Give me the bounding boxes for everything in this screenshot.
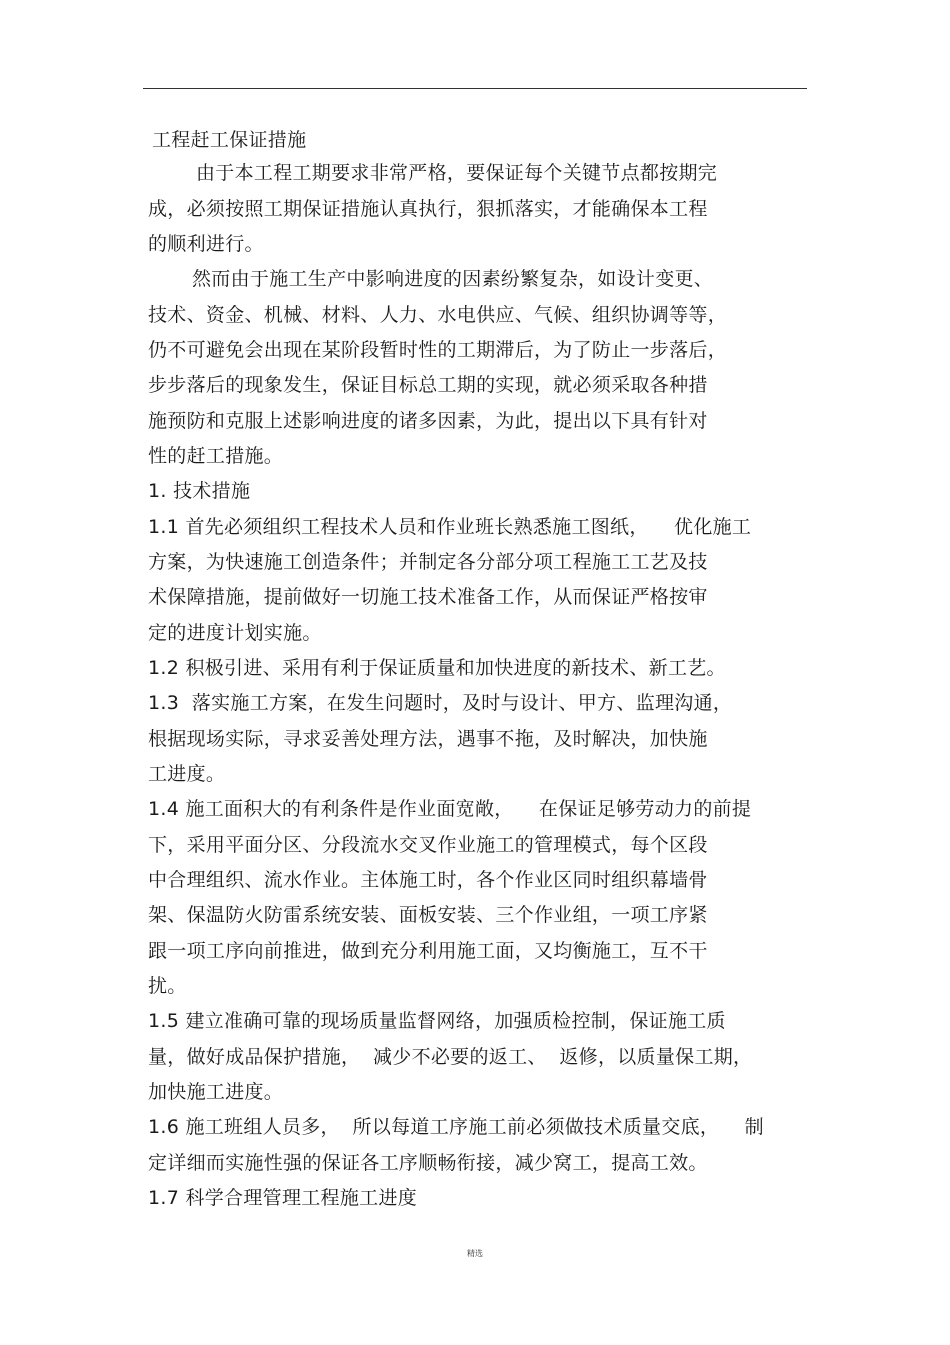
text-line: 的顺利进行。 [148, 233, 264, 255]
text-line: 1.2 积极引进、采用有利于保证质量和加快进度的新技术、新工艺。 [148, 657, 726, 679]
text-line: 定详细而实施性强的保证各工序顺畅衔接，减少窝工，提高工效。 [148, 1152, 708, 1174]
text-line: 术保障措施，提前做好一切施工技术准备工作，从而保证严格按审 [148, 586, 708, 608]
text-line: 1.5 建立准确可靠的现场质量监督网络，加强质检控制，保证施工质 [148, 1010, 726, 1032]
text-line: 性的赶工措施。 [148, 445, 284, 467]
document-title: 工程赶工保证措施 [152, 129, 307, 151]
text-line: 施预防和克服上述影响进度的诸多因素，为此，提出以下具有针对 [148, 410, 708, 432]
text-line: 由于本工程工期要求非常严格，要保证每个关键节点都按期完 [196, 162, 718, 184]
text-line: 架、保温防火防雷系统安装、面板安装、三个作业组，一项工序紧 [148, 904, 708, 926]
text-line: 1.3 落实施工方案，在发生问题时，及时与设计、甲方、监理沟通， [148, 692, 733, 714]
text-line: 中合理组织、流水作业。主体施工时，各个作业区同时组织幕墙骨 [148, 869, 708, 891]
text-line: 跟一项工序向前推进，做到充分利用施工面，又均衡施工，互不干 [148, 940, 708, 962]
text-line: 扰。 [148, 975, 187, 997]
text-line: 定的进度计划实施。 [148, 622, 322, 644]
section-heading: 1. 技术措施 [148, 480, 251, 502]
text-line: 工进度。 [148, 763, 226, 785]
text-line: 方案，为快速施工创造条件；并制定各分部分项工程施工工艺及技 [148, 551, 708, 573]
text-line: 1.6 施工班组人员多， 所以每道工序施工前必须做技术质量交底， 制 [148, 1116, 764, 1138]
header-rule [143, 88, 807, 89]
page-footer: 精选 [467, 1249, 483, 1258]
text-line: 1.4 施工面积大的有利条件是作业面宽敞， 在保证足够劳动力的前提 [148, 798, 752, 820]
text-line: 技术、资金、机械、材料、人力、水电供应、气候、组织协调等等， [148, 304, 728, 326]
text-line: 1.7 科学合理管理工程施工进度 [148, 1187, 418, 1209]
text-line: 成，必须按照工期保证措施认真执行，狠抓落实，才能确保本工程 [148, 198, 708, 220]
text-line: 然而由于施工生产中影响进度的因素纷繁复杂，如设计变更、 [192, 268, 714, 290]
text-line: 1.1 首先必须组织工程技术人员和作业班长熟悉施工图纸， 优化施工 [148, 516, 752, 538]
text-line: 量，做好成品保护措施， 减少不必要的返工、 返修，以质量保工期， [148, 1046, 753, 1068]
text-line: 加快施工进度。 [148, 1081, 284, 1103]
text-line: 步步落后的现象发生，保证目标总工期的实现，就必须采取各种措 [148, 374, 708, 396]
text-line: 下，采用平面分区、分段流水交叉作业施工的管理模式，每个区段 [148, 834, 708, 856]
text-line: 仍不可避免会出现在某阶段暂时性的工期滞后，为了防止一步落后， [148, 339, 728, 361]
text-line: 根据现场实际，寻求妥善处理方法，遇事不拖，及时解决，加快施 [148, 728, 708, 750]
